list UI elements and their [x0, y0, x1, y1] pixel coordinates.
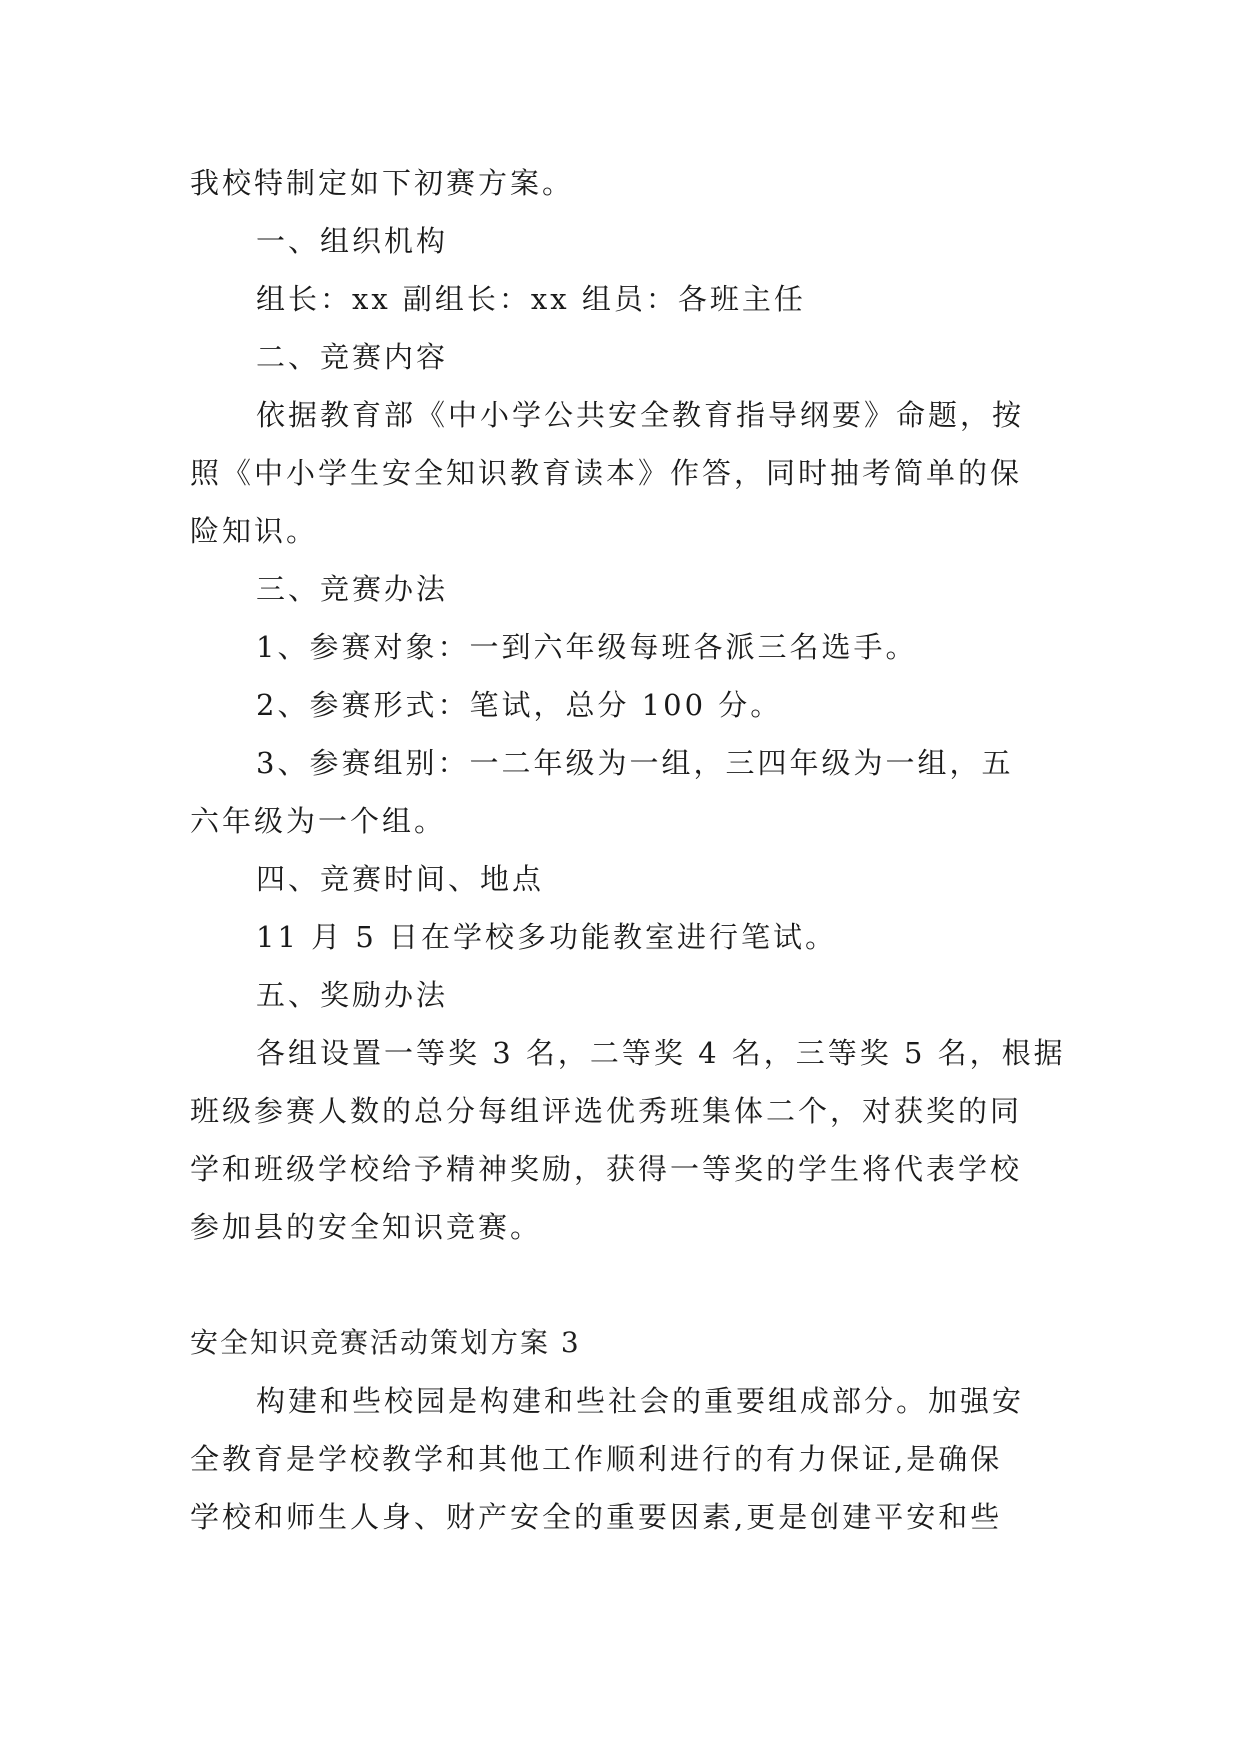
paragraph-line: 照《中小学生安全知识教育读本》作答，同时抽考简单的保: [190, 456, 1023, 490]
paragraph-line: 学校和师生人身、财产安全的重要因素,更是创建平安和些: [190, 1500, 1003, 1534]
heading-time-place: 四、竞赛时间、地点: [256, 862, 545, 896]
document-page: [190, 154, 1066, 1546]
heading-awards: 五、奖励办法: [256, 978, 449, 1012]
section-title: 安全知识竞赛活动策划方案 3: [190, 1326, 581, 1359]
paragraph-line: 全教育是学校教学和其他工作顺利进行的有力保证,是确保: [190, 1442, 1003, 1476]
heading-content: 二、竞赛内容: [256, 340, 449, 374]
heading-method: 三、竞赛办法: [256, 572, 449, 606]
paragraph-line: 11 月 5 日在学校多功能教室进行笔试。: [256, 920, 838, 954]
paragraph-line: 3、参赛组别：一二年级为一组，三四年级为一组，五: [256, 746, 1014, 780]
paragraph-line: 依据教育部《中小学公共安全教育指导纲要》命题，按: [256, 398, 1025, 432]
paragraph-line: 各组设置一等奖 3 名，二等奖 4 名，三等奖 5 名，根据: [256, 1036, 1066, 1070]
paragraph-line: 学和班级学校给予精神奖励，获得一等奖的学生将代表学校: [190, 1152, 1023, 1186]
paragraph-line: 构建和些校园是构建和些社会的重要组成部分。加强安: [256, 1384, 1025, 1418]
paragraph-line: 班级参赛人数的总分每组评选优秀班集体二个，对获奖的同: [190, 1094, 1023, 1128]
paragraph-line: 参加县的安全知识竞赛。: [190, 1210, 543, 1244]
paragraph-line: 1、参赛对象：一到六年级每班各派三名选手。: [256, 630, 918, 664]
paragraph-line: 我校特制定如下初赛方案。: [190, 166, 575, 200]
heading-organization: 一、组织机构: [256, 224, 449, 258]
paragraph-line: 组长：xx 副组长：xx 组员：各班主任: [256, 282, 806, 316]
paragraph-line: 2、参赛形式：笔试，总分 100 分。: [256, 688, 783, 722]
paragraph-line: 六年级为一个组。: [190, 804, 447, 838]
paragraph-line: 险知识。: [190, 514, 319, 548]
section-spacer: [190, 1256, 1050, 1314]
